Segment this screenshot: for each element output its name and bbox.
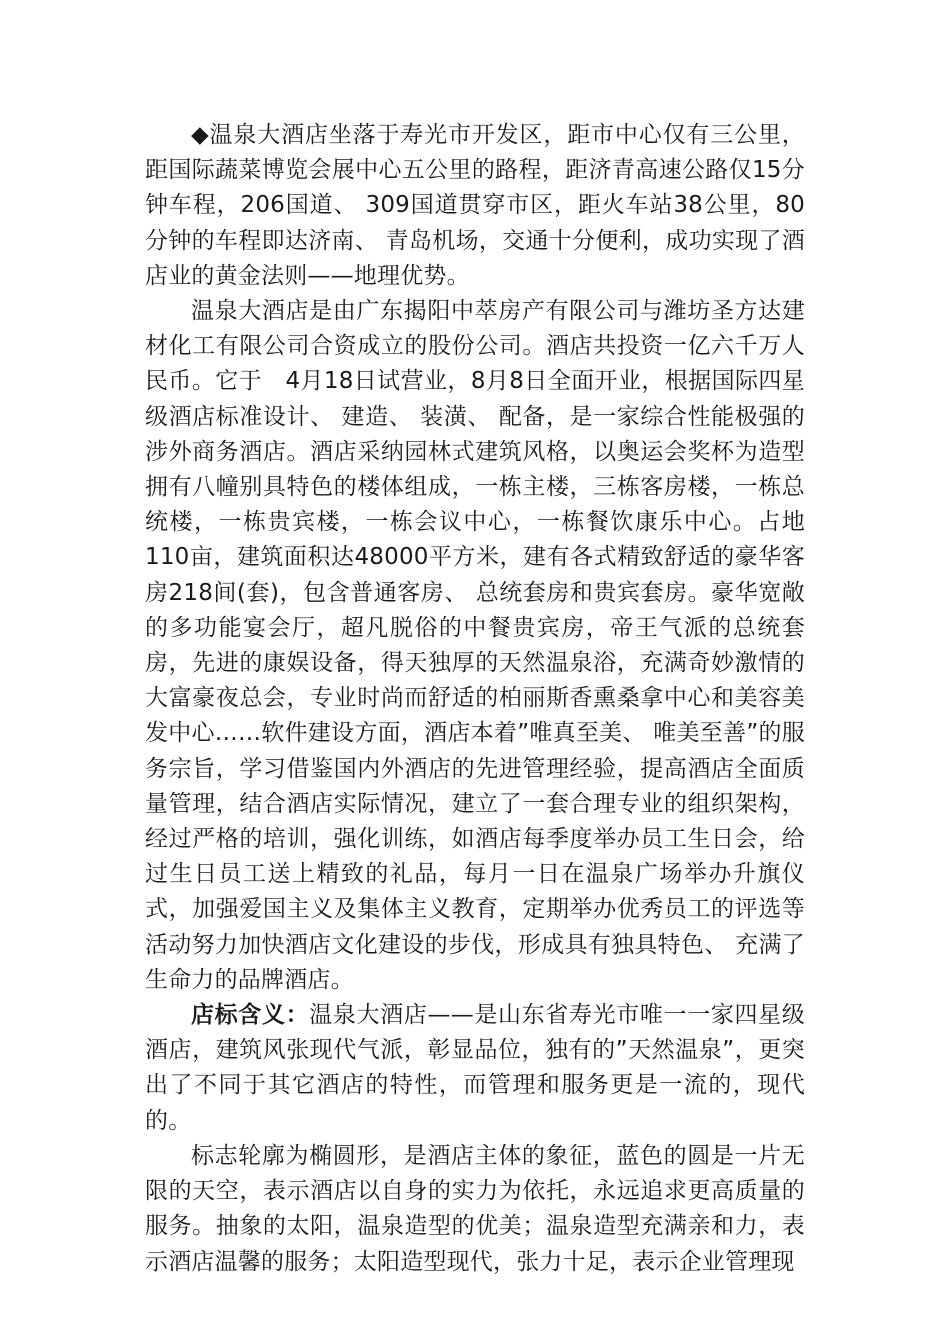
paragraph-location: ◆温泉大酒店坐落于寿光市开发区，距市中心仅有三公里，距国际蔬菜博览会展中心五公里的路程，距济青高速公路仅15分钟车程，206国道、 309国道贯穿市区，距火车站38公里，80分钟的车程即达济南、 青岛机场，交通十分便利，成功实现了酒店业的黄金法则——地理优势。 [145, 122, 805, 289]
paragraph-logo-meaning [145, 998, 805, 1139]
document-body [145, 118, 805, 1280]
logo-meaning-heading: 店标含义： [191, 1002, 310, 1029]
paragraph-logo-outline: 标志轮廓为椭圆形，是酒店主体的象征，蓝色的圆是一片无限的天空，表示酒店以自身的实力为依托，永远追求更高质量的服务。抽象的太阳，温泉造型的优美；温泉造型充满亲和力，表示酒店温馨的服务；太阳造型现代，张力十足，表示企业管理现 [145, 1142, 805, 1275]
logo-meaning-text: 温泉大酒店——是山东省寿光市唯一一家四星级酒店，建筑风张现代气派，彰显品位，独有的”天然温泉”，更突出了不同于其它酒店的特性，而管理和服务更是一流的，现代的。 [145, 1002, 805, 1134]
paragraph-overview: 温泉大酒店是由广东揭阳中萃房产有限公司与潍坊圣方达建材化工有限公司合资成立的股份公司。酒店共投资一亿六千万人民币。它于 4月18日试营业，8月8日全面开业，根据国际四星级酒店标准设计、 建造、 装潢、 配备，是一家综合性能极强的涉外商务酒店。酒店采纳园林式建筑风格，以奥运会奖杯为造型拥有八幢别具特色的楼体组成，一栋主楼，三栋客房楼，一栋总统楼，一栋贵宾楼，一栋会议中心，一栋餐饮康乐中心。占地110亩，建筑面积达48000平方米，建有各式精致舒适的豪华客房218间(套)，包含普通客房、 总统套房和贵宾套房。豪华宽敞的多功能宴会厅，超凡脱俗的中餐贵宾房，帝王气派的总统套房，先进的康娱设备，得天独厚的天然温泉浴，充满奇妙激情的大富豪夜总会，专业时尚而舒适的柏丽斯香熏桑拿中心和美容美发中心……软件建设方面，酒店本着”唯真至美、 唯美至善”的服务宗旨，学习借鉴国内外酒店的先进管理经验，提高酒店全面质量管理，结合酒店实际情况，建立了一套合理专业的组织架构，经过严格的培训，强化训练，如酒店每季度举办员工生日会，给过生日员工送上精致的礼品，每月一日在温泉广场举办升旗仪式，加强爱国主义及集体主义教育，定期举办优秀员工的评选等活动努力加快酒店文化建设的步伐，形成具有独具特色、 充满了生命力的品牌酒店。 [145, 298, 805, 993]
